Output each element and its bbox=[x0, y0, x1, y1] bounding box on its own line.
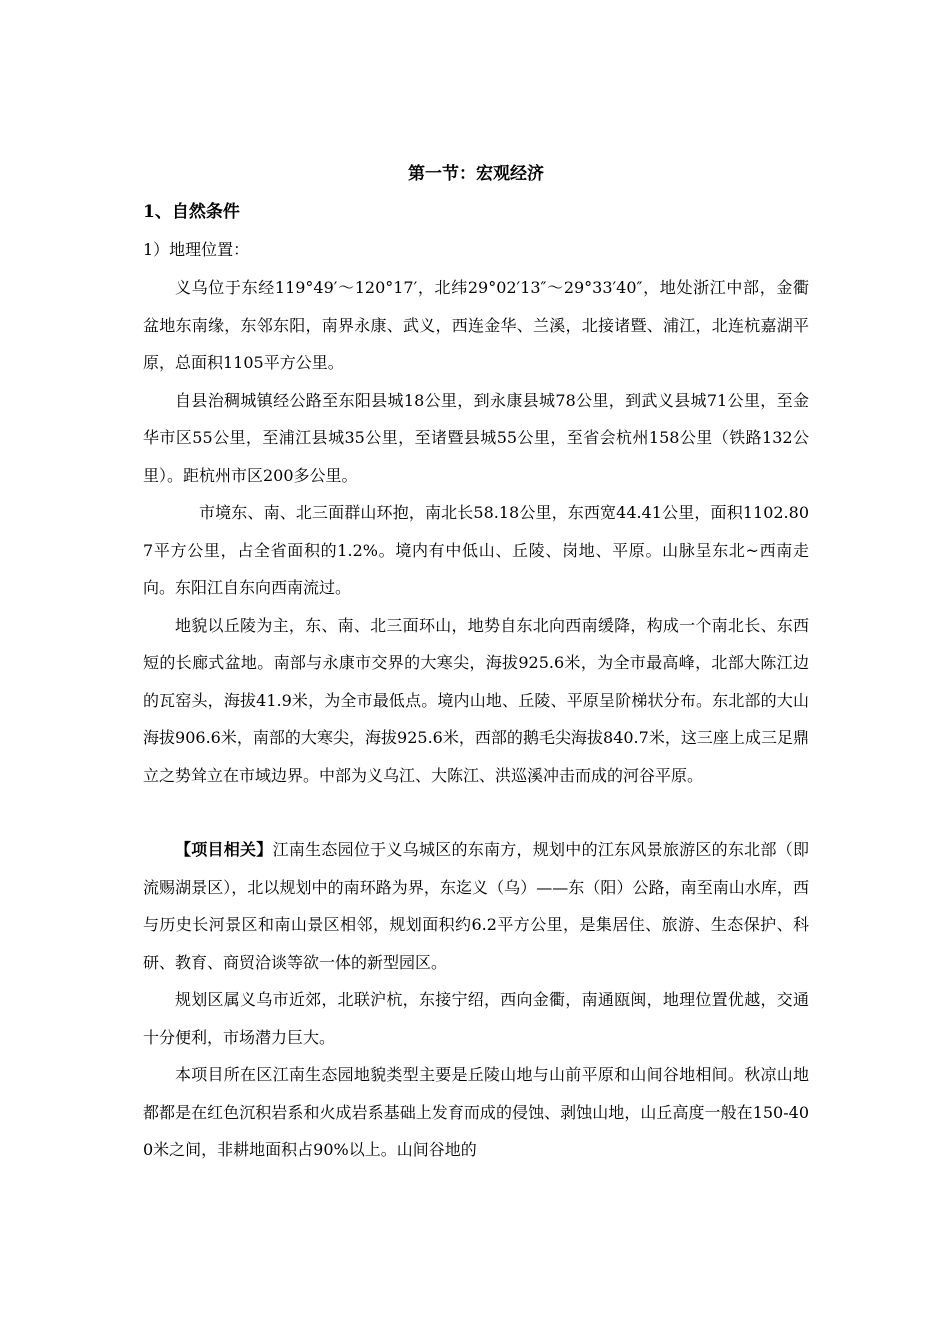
paragraph-landform: 地貌以丘陵为主，东、南、北三面环山，地势自东北向西南缓降，构成一个南北长、东西短的长廊式盆地。南部与永康市交界的大寒尖，海拔925.6米，为全市最高峰，北部大陈江边的瓦窑头，海拔41.9米，为全市最低点。境内山地、丘陵、平原呈阶梯状分布。东北部的大山海拔906.6米，南部的大寒尖，海拔925.6米，西部的鹅毛尖海拔840.7米，这三座上成三足鼎立之势耸立在市域边界。中部为义乌江、大陈江、洪巡溪冲击而成的河谷平原。 bbox=[143, 615, 809, 785]
paragraph-planning-area: 规划区属义乌市近郊，北联沪杭，东接宁绍，西向金衢，南通瓯闽，地理位置优越，交通十分便利，市场潜力巨大。 bbox=[143, 990, 809, 1047]
section-title: 第一节：宏观经济 bbox=[408, 164, 544, 184]
project-related-label: 【项目相关】 bbox=[175, 840, 273, 859]
paragraph-coordinates: 义乌位于东经119°49′～120°17′，北纬29°02′13″～29°33′40″，地处浙江中部，金衢盆地东南缘，东邻东阳，南界永康、武义，西连金华、兰溪，北接诸暨、浦江，北连杭嘉湖平原，总面积1105平方公里。 bbox=[143, 278, 809, 372]
paragraph-project-related bbox=[143, 831, 809, 981]
heading-natural-conditions: 1、自然条件 bbox=[143, 202, 240, 222]
project-related-text: 江南生态园位于义乌城区的东南方，规划中的江东风景旅游区的东北部（即流赐湖景区），北以规划中的南环路为界，东迄义（乌）——东（阳）公路，南至南山水库，西与历史长河景区和南山景区相邻，规划面积约6.2平方公里，是集居住、旅游、生态保护、科研、教育、商贸洽谈等欲一体的新型园区。 bbox=[143, 840, 809, 972]
document-page bbox=[143, 155, 809, 1169]
paragraph-spacer bbox=[143, 794, 809, 831]
paragraph-distances: 自县治稠城镇经公路至东阳县城18公里，到永康县城78公里，到武义县城71公里，至金华市区55公里，至浦江县城35公里，至诸暨县城55公里，至省会杭州158公里（铁路132公里）。距杭州市区200多公里。 bbox=[143, 390, 809, 485]
paragraph-terrain-type: 本项目所在区江南生态园地貌类型主要是丘陵山地与山前平原和山间谷地相间。秋凉山地都都是在红色沉积岩系和火成岩系基础上发育而成的侵蚀、剥蚀山地，山丘高度一般在150-400米之间，非耕地面积占90%以上。山间谷地的 bbox=[143, 1065, 809, 1159]
heading-geographic-location: 1）地理位置： bbox=[143, 240, 250, 259]
paragraph-territory: 市境东、南、北三面群山环抱，南北长58.18公里，东西宽44.41公里，面积1102.807平方公里，占全省面积的1.2%。境内有中低山、丘陵、岗地、平原。山脉呈东北~西南走向。东阳江自东向西南流过。 bbox=[143, 503, 809, 597]
